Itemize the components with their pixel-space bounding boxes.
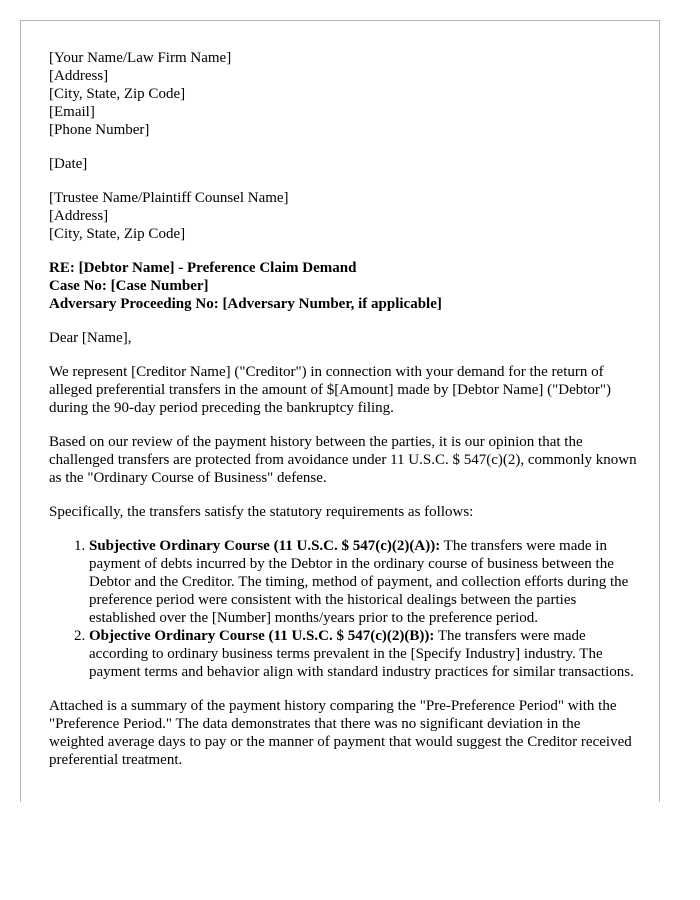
requirement-text: The transfers were made according to ordinary business terms prevalent in the [Specify Industry] industry. The payment terms and behavior align with standard industry practices for similar transactions. xyxy=(89,628,634,680)
re-adversary-proceeding: Adversary Proceeding No: [Adversary Number, if applicable] xyxy=(49,296,442,312)
requirement-text: The transfers were made in payment of debts incurred by the Debtor in the ordinary course of business between the Debtor and the Creditor. The timing, method of payment, and collection efforts during the preference period were consistent with the historical dealings between the parties established over the [Number] months/years prior to the preference period. xyxy=(89,538,629,626)
list-item xyxy=(89,537,639,627)
recipient-city-state-zip: [City, State, Zip Code] xyxy=(49,226,186,242)
list-item xyxy=(89,627,639,681)
sender-city-state-zip: [City, State, Zip Code] xyxy=(49,86,186,102)
letter-date: [Date] xyxy=(49,156,88,172)
date-block xyxy=(49,155,639,173)
letter-page xyxy=(20,20,660,802)
recipient-address: [Address] xyxy=(49,208,109,224)
paragraph-opinion: Based on our review of the payment history between the parties, it is our opinion that the challenged transfers are protected from avoidance under 11 U.S.C. $ 547(c)(2), commonly known as the "Ordinary Course of Business" defense. xyxy=(49,434,637,486)
sender-email: [Email] xyxy=(49,104,95,120)
paragraph-requirements-intro: Specifically, the transfers satisfy the statutory requirements as follows: xyxy=(49,504,474,520)
re-block xyxy=(49,259,639,313)
recipient-block xyxy=(49,189,639,243)
re-case-number: Case No: [Case Number] xyxy=(49,278,209,294)
salutation: Dear [Name], xyxy=(49,330,132,346)
paragraph-payment-summary: Attached is a summary of the payment history comparing the "Pre-Preference Period" with the "Preference Period." The data demonstrates that there was no significant deviation in the weighted average days to pay or the manner of payment that would suggest the Creditor received preferential treatment. xyxy=(49,698,632,768)
sender-address: [Address] xyxy=(49,68,109,84)
requirements-list xyxy=(49,537,639,681)
requirement-heading: Objective Ordinary Course (11 U.S.C. $ 547(c)(2)(B)): xyxy=(89,628,435,644)
paragraph-representation: We represent [Creditor Name] ("Creditor") in connection with your demand for the return of alleged preferential transfers in the amount of $[Amount] made by [Debtor Name] ("Debtor") during the 90-day period preceding the bankruptcy filing. xyxy=(49,364,612,416)
recipient-name: [Trustee Name/Plaintiff Counsel Name] xyxy=(49,190,289,206)
re-subject-line: RE: [Debtor Name] - Preference Claim Demand xyxy=(49,260,357,276)
requirement-heading: Subjective Ordinary Course (11 U.S.C. $ 547(c)(2)(A)): xyxy=(89,538,441,554)
letter-content xyxy=(49,49,639,785)
sender-phone: [Phone Number] xyxy=(49,122,150,138)
sender-name: [Your Name/Law Firm Name] xyxy=(49,50,232,66)
sender-block xyxy=(49,49,639,139)
